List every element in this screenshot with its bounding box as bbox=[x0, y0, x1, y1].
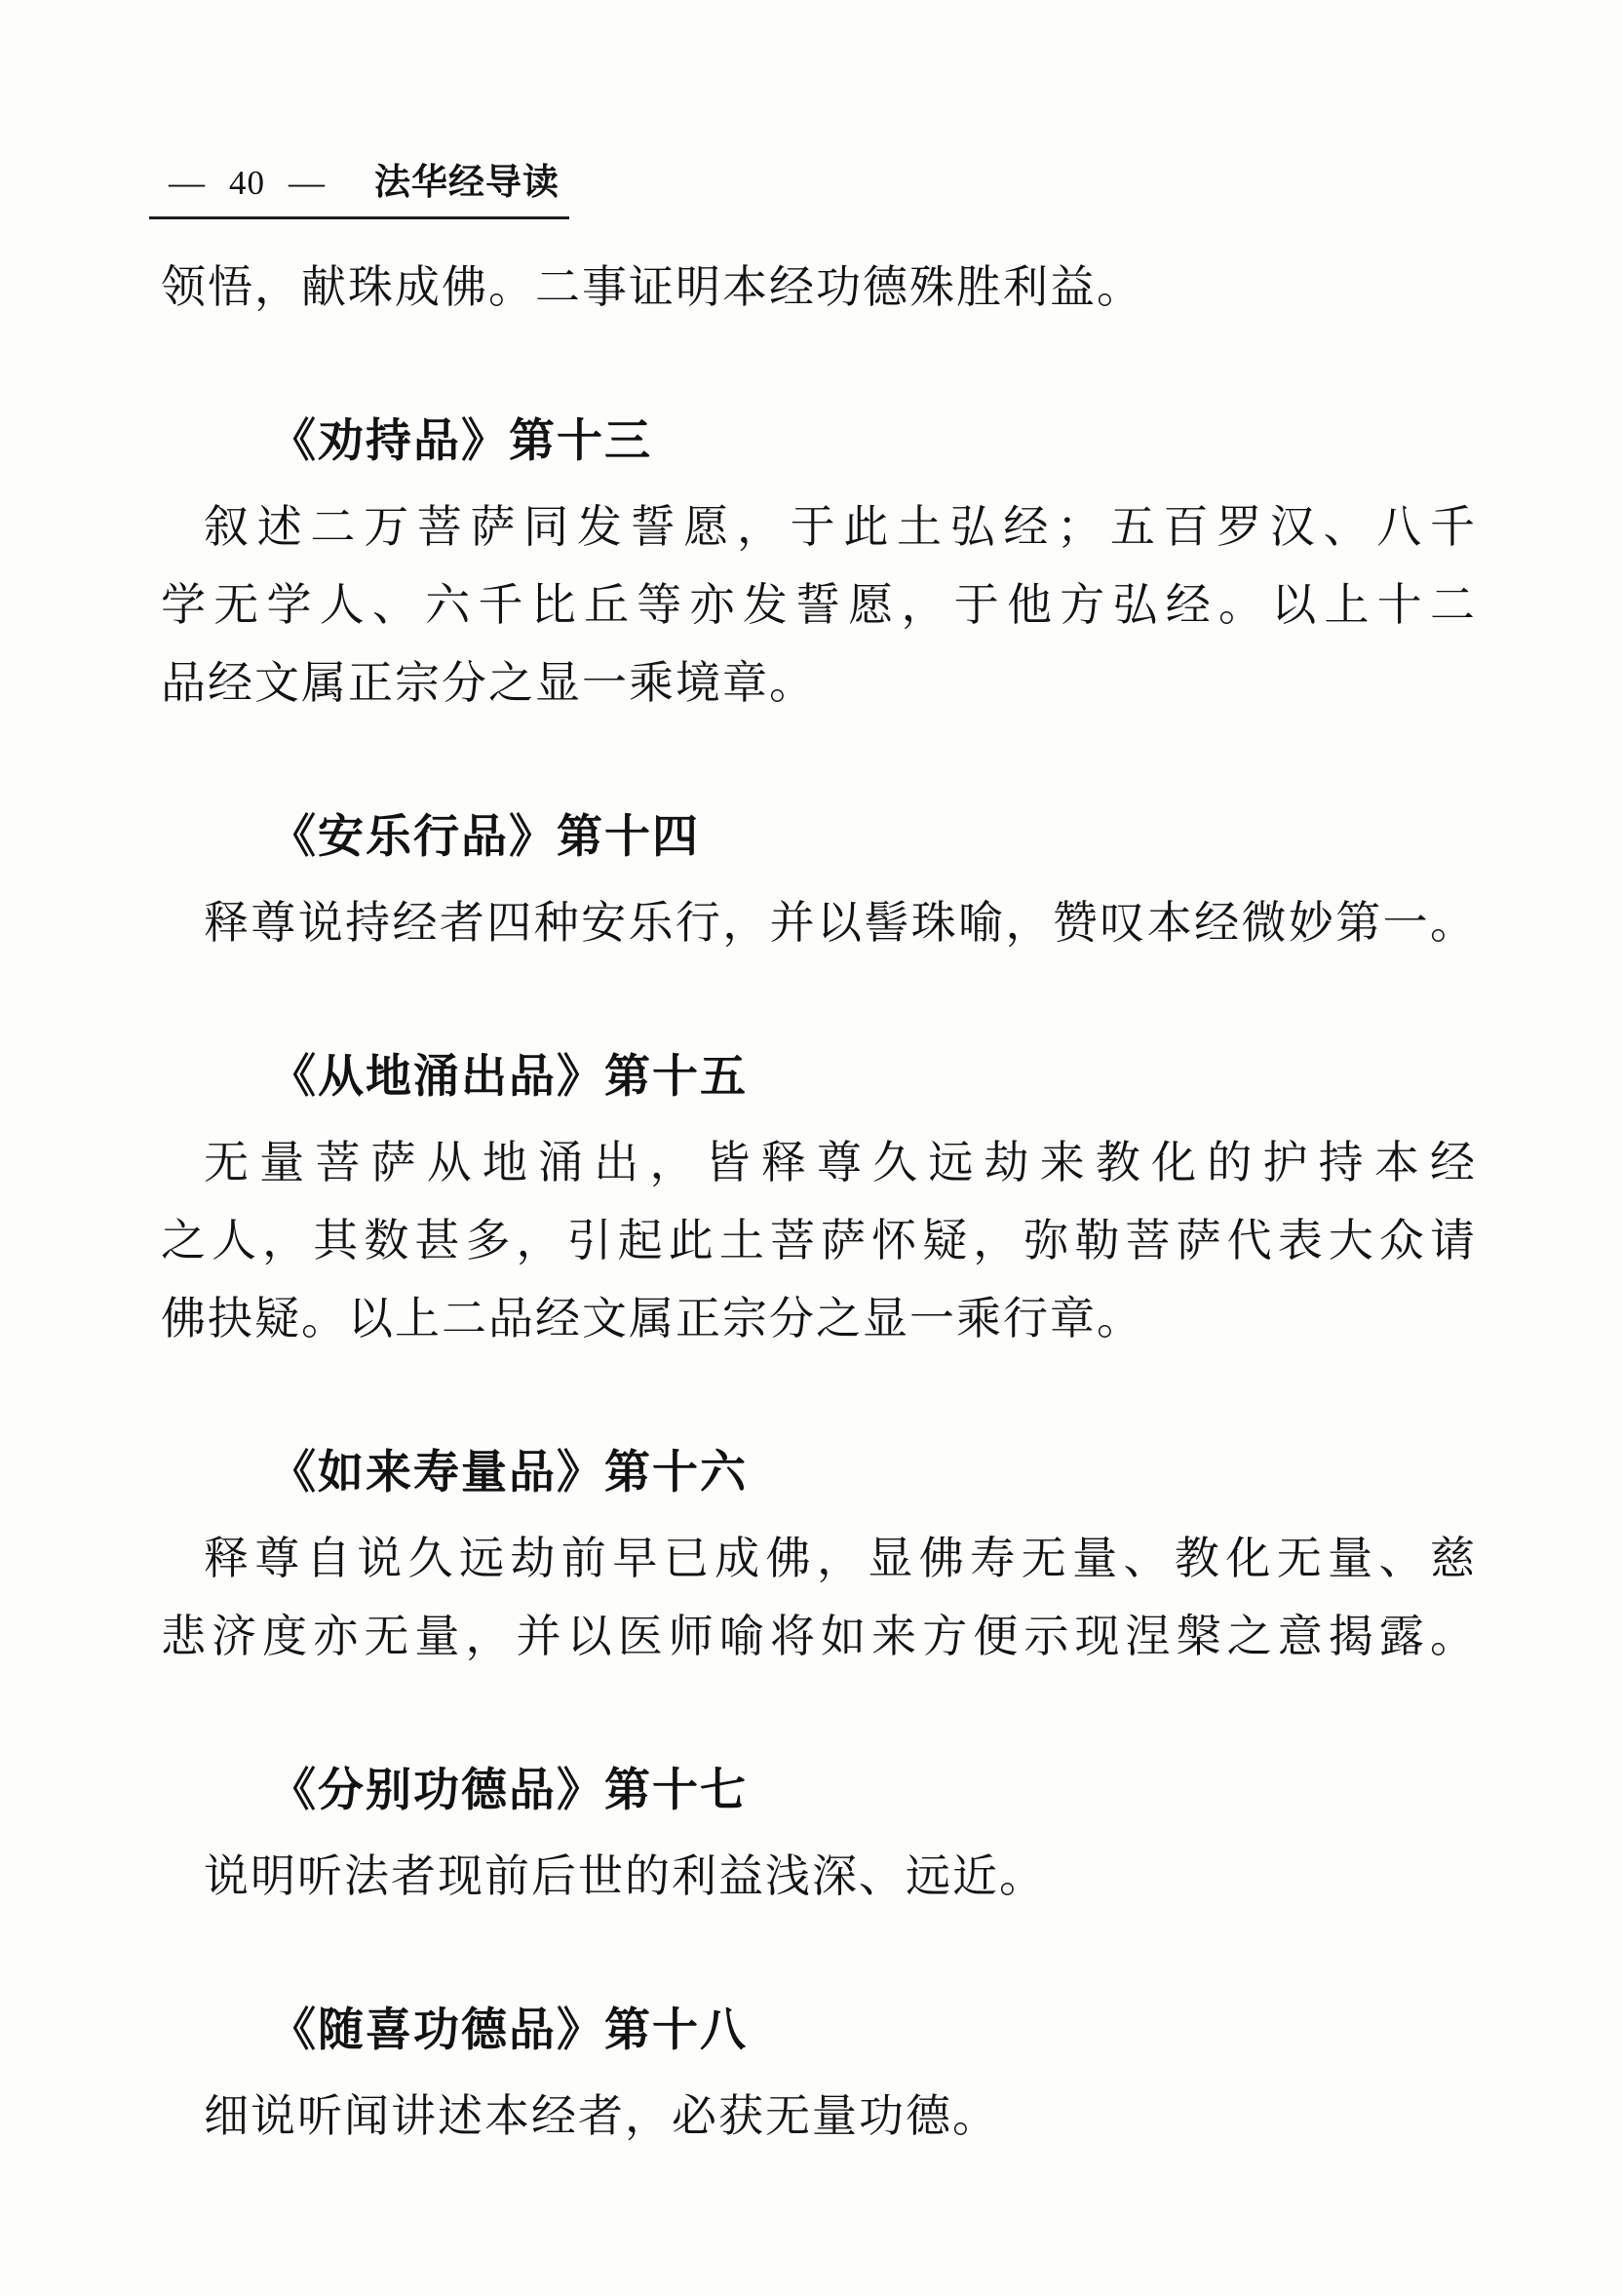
paragraph bbox=[161, 884, 1477, 962]
chapter-heading: 《劝持品》第十三 bbox=[270, 416, 652, 467]
text-line: 领悟，献珠成佛。二事证明本经功德殊胜利益。 bbox=[161, 262, 1143, 312]
chapter-heading: 《分别功德品》第十七 bbox=[270, 1766, 748, 1816]
text-line: 无量菩萨从地涌出，皆释尊久远劫来教化的护持本经 bbox=[204, 1138, 1477, 1187]
text-line: 品经文属正宗分之显一乘境章。 bbox=[161, 658, 816, 708]
paragraph bbox=[161, 1838, 1477, 1916]
paragraph bbox=[161, 249, 1477, 327]
header-dash-right: — bbox=[289, 163, 326, 203]
paragraph bbox=[161, 488, 1477, 722]
paragraph bbox=[161, 1520, 1477, 1676]
chapter-heading: 《随喜功德品》第十八 bbox=[270, 2005, 748, 2056]
text-line: 细说听闻讲述本经者，必获无量功德。 bbox=[204, 2091, 999, 2141]
text-line: 说明听法者现前后世的利益浅深、远近。 bbox=[204, 1851, 1046, 1901]
book-title: 法华经导读 bbox=[374, 163, 560, 203]
text-line: 悲济度亦无量，并以医师喻将如来方便示现涅槃之意揭露。 bbox=[161, 1612, 1477, 1661]
text-line: 佛抉疑。以上二品经文属正宗分之显一乘行章。 bbox=[161, 1294, 1143, 1343]
paragraph bbox=[161, 1124, 1477, 1358]
chapter-heading: 《从地涌出品》第十五 bbox=[270, 1052, 748, 1103]
text-line: 学无学人、六千比丘等亦发誓愿，于他方弘经。以上十二 bbox=[161, 580, 1477, 630]
text-line: 叙述二万菩萨同发誓愿，于此土弘经；五百罗汉、八千 bbox=[204, 502, 1477, 552]
page-header bbox=[149, 152, 569, 219]
header-dash-left: — bbox=[169, 163, 206, 203]
text-line: 释尊说持经者四种安乐行，并以髻珠喻，赞叹本经微妙第一。 bbox=[204, 898, 1477, 948]
chapter-heading: 《安乐行品》第十四 bbox=[270, 812, 700, 863]
chapter-heading: 《如来寿量品》第十六 bbox=[270, 1448, 748, 1498]
text-line: 释尊自说久远劫前早已成佛，显佛寿无量、教化无量、慈 bbox=[204, 1534, 1477, 1583]
text-line: 之人，其数甚多，引起此土菩萨怀疑，弥勒菩萨代表大众请 bbox=[161, 1216, 1477, 1265]
paragraph bbox=[161, 2078, 1477, 2156]
page-number: 40 bbox=[229, 164, 265, 202]
page-content bbox=[161, 249, 1477, 2156]
